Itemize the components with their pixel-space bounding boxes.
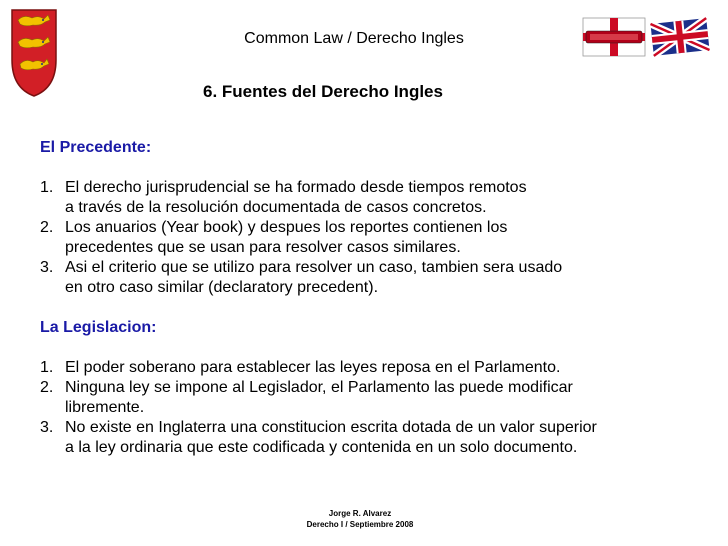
list-item-line: en otro caso similar (declaratory precedent). [65,279,379,296]
england-lions-crest-icon [10,8,58,98]
list-item-line: Asi el criterio que se utilizo para resolver un caso, tambien sera usado [65,259,563,276]
list-item-line: a la ley ordinaria que este codificada y contenida en un solo documento. [65,439,578,456]
section-heading-precedente: El Precedente: [40,139,152,156]
list-item [40,258,700,298]
list-item-line: Ninguna ley se impone al Legislador, el Parlamento las puede modificar [65,379,573,396]
list-item-line: No existe en Inglaterra una constitucion escrita dotada de un valor superior [65,419,597,436]
list-number: 1. [40,359,54,376]
list-item-line: El derecho jurisprudencial se ha formado desde tiempos remotos [65,179,527,196]
footer-author: Jorge R. Alvarez [328,509,392,518]
list-item-line: a través de la resolución documentada de casos concretos. [65,199,487,216]
precedente-list [40,178,700,298]
footer-course: Derecho I / Septiembre 2008 [306,520,414,529]
list-item-line: precedentes que se usan para resolver casos similares. [65,239,461,256]
list-item [40,418,700,458]
list-number: 2. [40,219,54,236]
list-item [40,358,700,378]
section-heading-legislacion: La Legislacion: [40,319,157,336]
list-item [40,218,700,258]
list-number: 3. [40,419,54,436]
list-item-line: Los anuarios (Year book) y despues los reportes contienen los [65,219,508,236]
list-number: 3. [40,259,54,276]
list-item-line: libremente. [65,399,145,416]
list-item-line: El poder soberano para establecer las leyes reposa en el Parlamento. [65,359,561,376]
list-number: 1. [40,179,54,196]
list-item [40,378,700,418]
slide-content [40,138,700,458]
list-number: 2. [40,379,54,396]
slide-title: 6. Fuentes del Derecho Ingles [203,82,443,101]
list-item [40,178,700,218]
footer [0,508,728,530]
header-title: Common Law / Derecho Ingles [244,30,464,47]
legislacion-list [40,358,700,458]
